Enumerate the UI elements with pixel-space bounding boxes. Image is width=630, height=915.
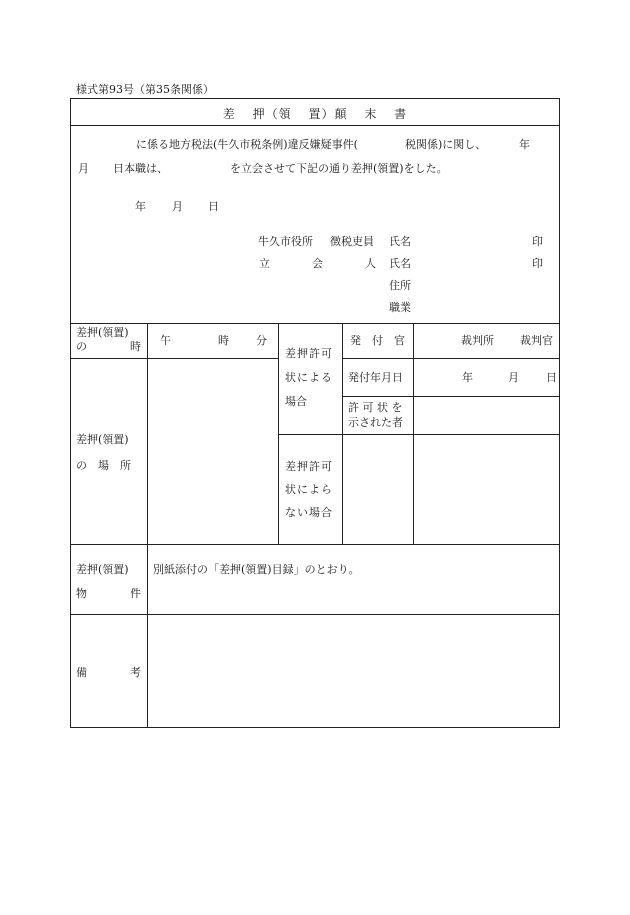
body-line1-year: 年 xyxy=(519,138,530,151)
shown-to-2: 示された者 xyxy=(348,416,403,429)
sig-name-label-1: 氏名 xyxy=(389,235,411,248)
rule-goods-bottom xyxy=(70,614,560,615)
body-line1-a: に係る地方税法(牛久市税条例)違反嫌疑事件( xyxy=(136,138,358,151)
col-sublabel-rule xyxy=(413,323,414,544)
title-part: 押（領 xyxy=(252,107,292,121)
shown-to-1: 許 可 状 を xyxy=(348,401,403,414)
warrant-no-1: 差押許可 xyxy=(285,460,333,473)
date-month: 月 xyxy=(172,200,183,213)
issuer-label: 発 付 官 xyxy=(350,334,405,347)
table-top-rule xyxy=(70,323,560,324)
time-label-2a: の xyxy=(76,340,87,353)
form-number: 様式第93号（第35条関係） xyxy=(76,83,214,96)
time-minute: 分 xyxy=(256,334,267,347)
body-line1-b: 税関係)に関し、 xyxy=(405,138,487,151)
warrant-yes-1: 差押許可 xyxy=(285,347,333,360)
court-label: 裁判所 xyxy=(461,334,494,347)
occupation-label: 職業 xyxy=(389,301,411,314)
date-day: 日 xyxy=(208,200,219,213)
seal-2: 印 xyxy=(532,257,543,270)
time-ampm: 午 xyxy=(160,334,171,347)
warrant-yes-2: 状による xyxy=(285,371,333,384)
issue-date-label: 発付年月日 xyxy=(348,371,403,384)
title-part: 末 xyxy=(364,107,378,121)
form-frame xyxy=(70,98,560,728)
rule-place-bottom xyxy=(70,544,560,545)
rule-time-bottom xyxy=(70,358,278,359)
seal-1: 印 xyxy=(532,235,543,248)
body-line2-month: 月 xyxy=(78,162,89,175)
witness-char-1: 立 xyxy=(259,257,270,270)
warrant-no-3: ない場合 xyxy=(285,506,333,519)
remarks-label-b: 考 xyxy=(130,666,141,679)
judge-label: 裁判官 xyxy=(520,334,553,347)
rule-warrant-bottom xyxy=(278,434,560,435)
title-part: 書 xyxy=(394,107,408,121)
rule-issue-date-bottom xyxy=(342,396,560,397)
sig-office: 牛久市役所 xyxy=(258,235,313,248)
witness-char-2: 会 xyxy=(312,257,323,270)
sig-name-label-2: 氏名 xyxy=(389,257,411,270)
title-rule xyxy=(70,125,560,126)
place-label-1: 差押(領置) xyxy=(76,433,129,446)
goods-value: 別紙添付の「差押(領置)目録」のとおり。 xyxy=(153,563,360,576)
issue-month: 月 xyxy=(508,371,519,384)
col-value-rule xyxy=(278,323,279,544)
issue-year: 年 xyxy=(462,371,473,384)
col-case-rule xyxy=(342,323,343,544)
warrant-yes-3: 場合 xyxy=(285,395,307,408)
issue-day: 日 xyxy=(546,371,557,384)
time-hour: 時 xyxy=(218,334,229,347)
col-label-rule xyxy=(147,323,148,728)
time-label-2b: 時 xyxy=(130,340,141,353)
goods-label-2a: 物 xyxy=(76,587,87,600)
title-part: 置）顛 xyxy=(308,107,348,121)
sig-role: 徴税吏員 xyxy=(330,235,374,248)
goods-label-1: 差押(領置) xyxy=(76,563,129,576)
rule-issuer-bottom xyxy=(342,358,560,359)
date-year: 年 xyxy=(135,200,146,213)
body-line2-a: 日本職は、 xyxy=(113,162,168,175)
place-label-2: の 場 所 xyxy=(76,459,131,472)
document-title xyxy=(0,108,630,120)
title-part: 差 xyxy=(222,107,236,121)
warrant-no-2: 状によら xyxy=(285,483,333,496)
time-label-1: 差押(領置) xyxy=(76,326,129,339)
goods-label-2b: 件 xyxy=(130,587,141,600)
body-line2-b: を立会させて下記の通り差押(領置)をした。 xyxy=(230,162,448,175)
address-label: 住所 xyxy=(389,279,411,292)
witness-char-3: 人 xyxy=(365,257,376,270)
remarks-label-a: 備 xyxy=(76,666,87,679)
